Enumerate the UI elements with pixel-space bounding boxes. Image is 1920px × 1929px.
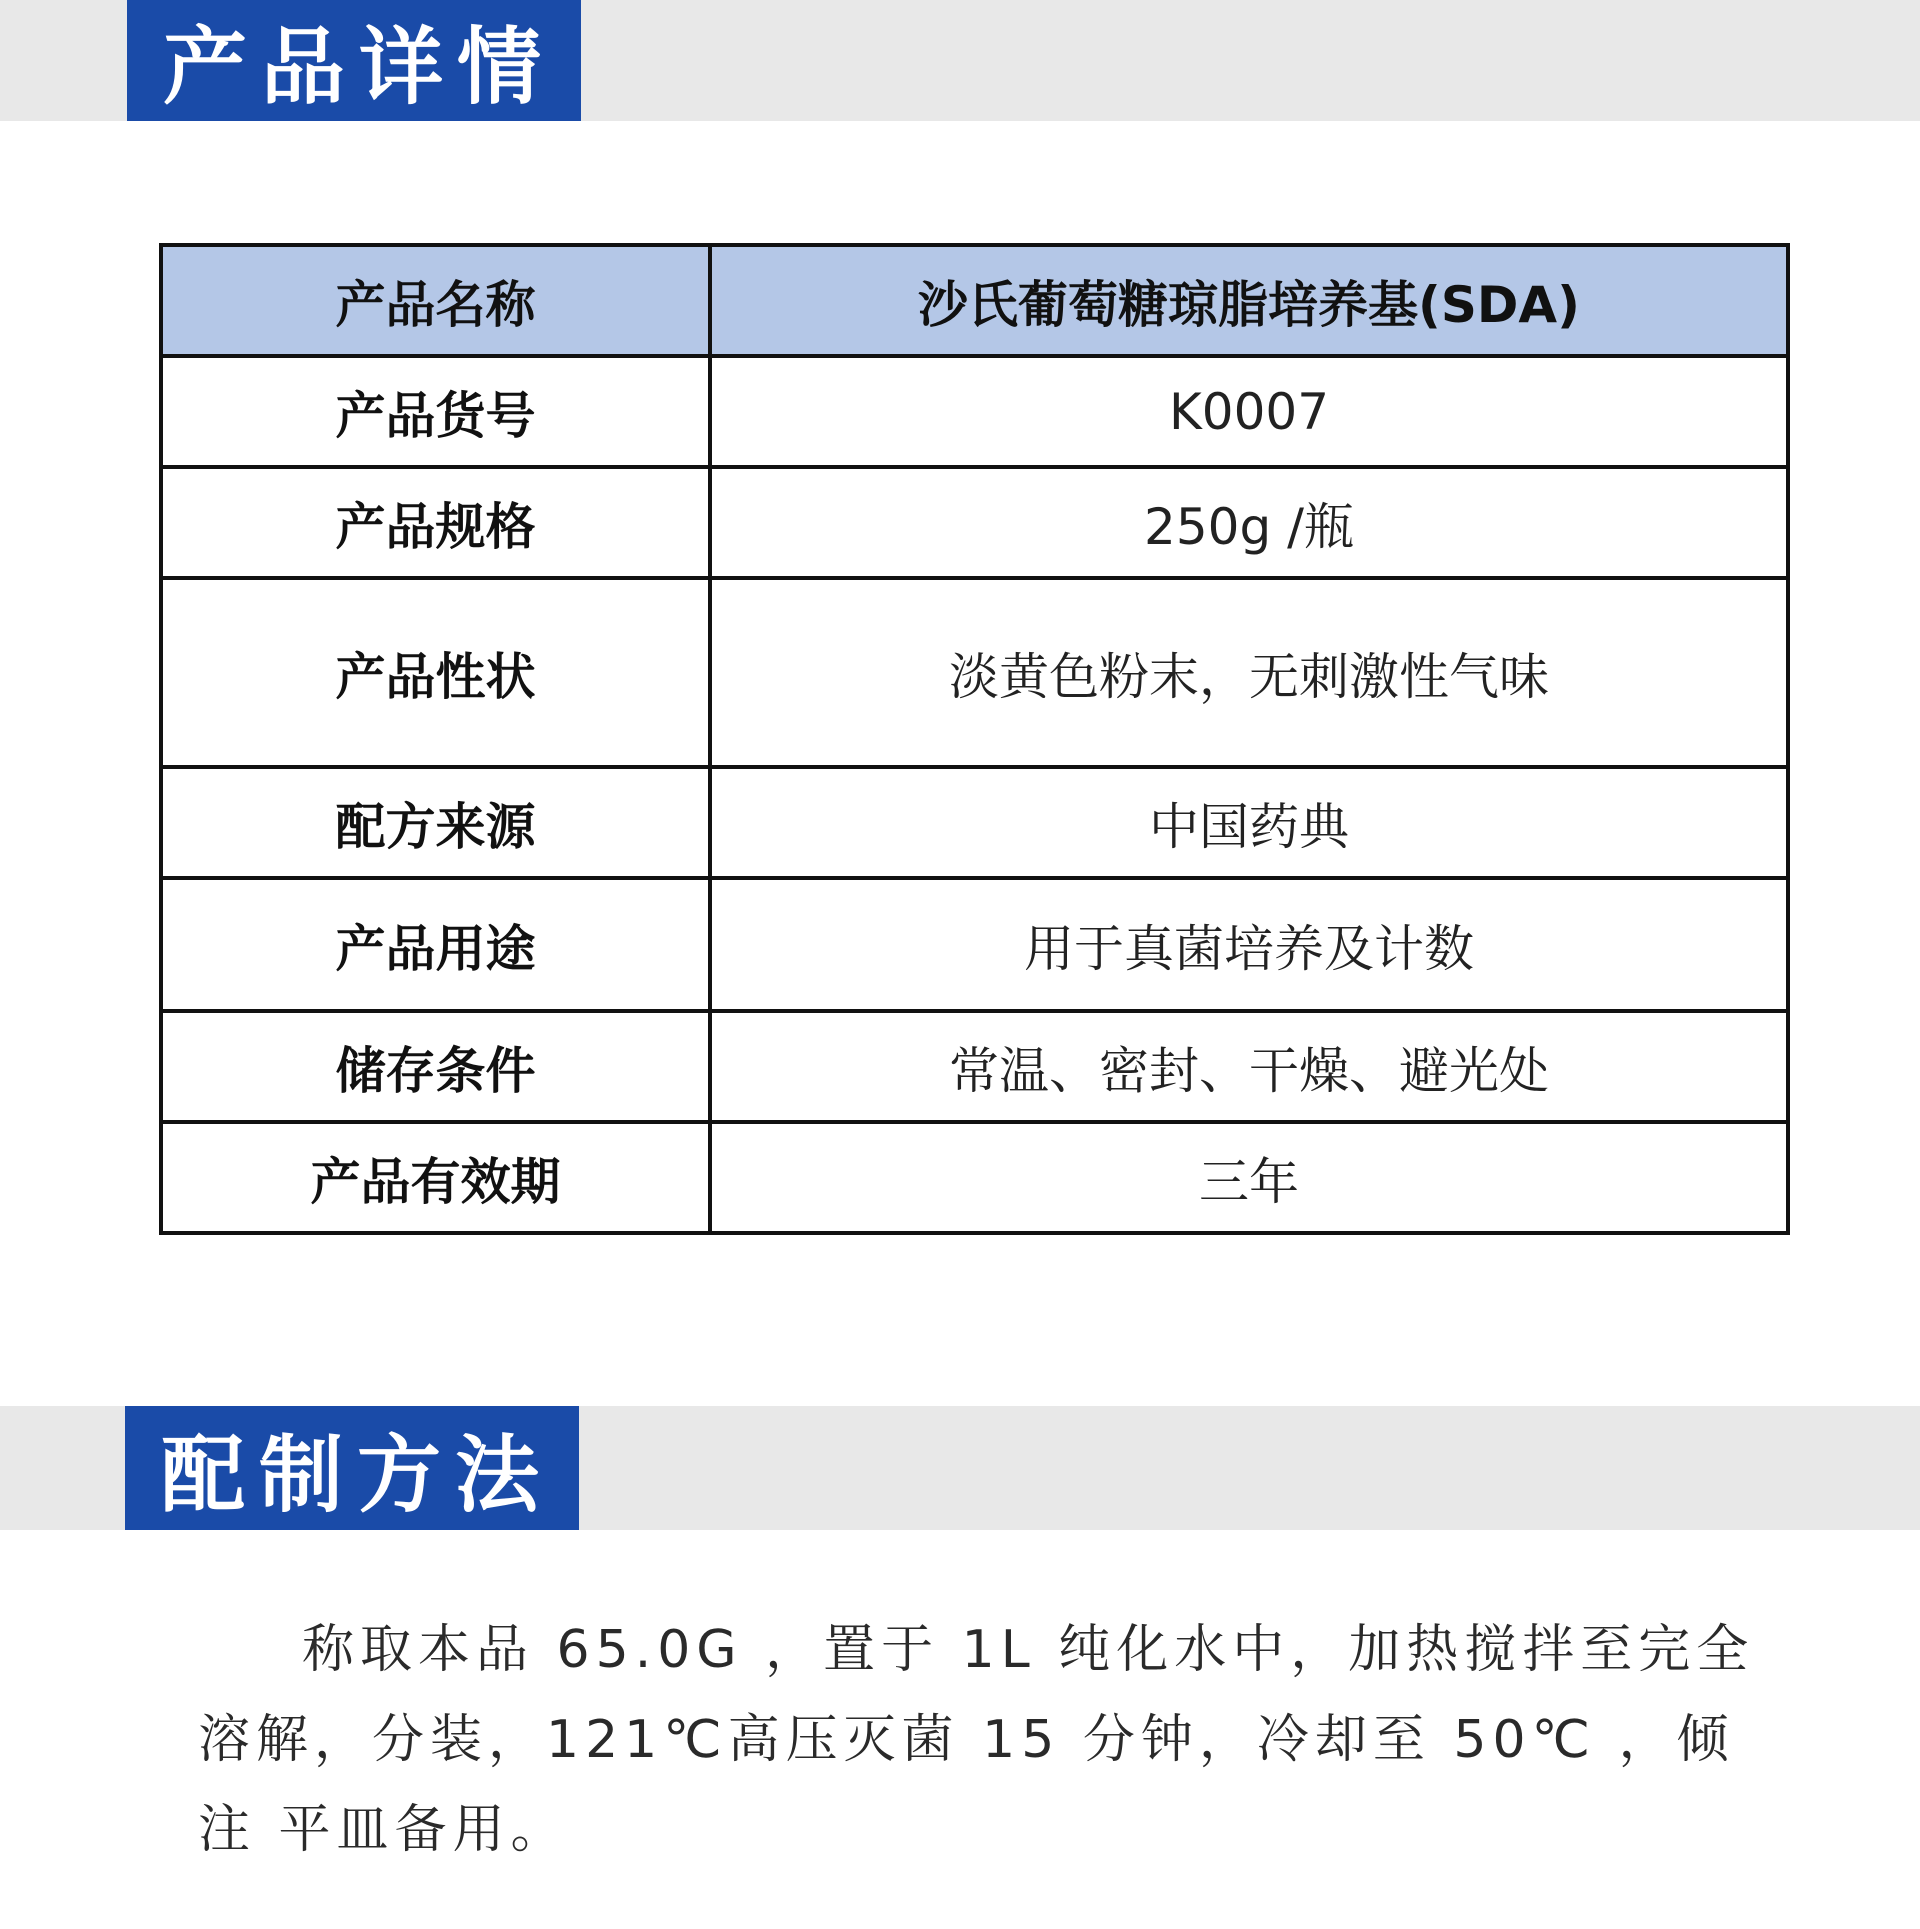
row-value-item-number: K0007 (710, 356, 1788, 467)
table-row (161, 767, 1788, 878)
table-row (161, 356, 1788, 467)
section-title-preparation-method: 配制方法 (125, 1406, 579, 1530)
row-value-storage: 常温、密封、干燥、避光处 (710, 1011, 1788, 1122)
table-row (161, 467, 1788, 578)
table-row (161, 578, 1788, 767)
table-row (161, 1122, 1788, 1233)
row-label-shelf-life: 产品有效期 (161, 1122, 710, 1233)
table-row (161, 1011, 1788, 1122)
row-value-shelf-life: 三年 (710, 1122, 1788, 1233)
product-spec-table (159, 243, 1790, 1235)
row-value-product-name: 沙氏葡萄糖琼脂培养基(SDA) (710, 245, 1788, 356)
row-value-specification: 250g /瓶 (710, 467, 1788, 578)
row-label-usage: 产品用途 (161, 878, 710, 1011)
row-value-formula-source: 中国药典 (710, 767, 1788, 878)
section-title-product-detail: 产品详情 (127, 0, 581, 121)
row-label-item-number: 产品货号 (161, 356, 710, 467)
preparation-instructions: 称取本品 65.0G ，置于 1L 纯化水中，加热搅拌至完全 溶解，分装，121℃高压灭菌 15 分钟，冷却至 50℃ ，倾注 平皿备用。 (198, 1620, 1755, 1860)
row-label-specification: 产品规格 (161, 467, 710, 578)
row-label-formula-source: 配方来源 (161, 767, 710, 878)
row-value-usage: 用于真菌培养及计数 (710, 878, 1788, 1011)
table-row (161, 245, 1788, 356)
row-label-appearance: 产品性状 (161, 578, 710, 767)
row-label-product-name: 产品名称 (161, 245, 710, 356)
table-row (161, 878, 1788, 1011)
row-value-appearance: 淡黄色粉末，无刺激性气味 (710, 578, 1788, 767)
row-label-storage: 储存条件 (161, 1011, 710, 1122)
